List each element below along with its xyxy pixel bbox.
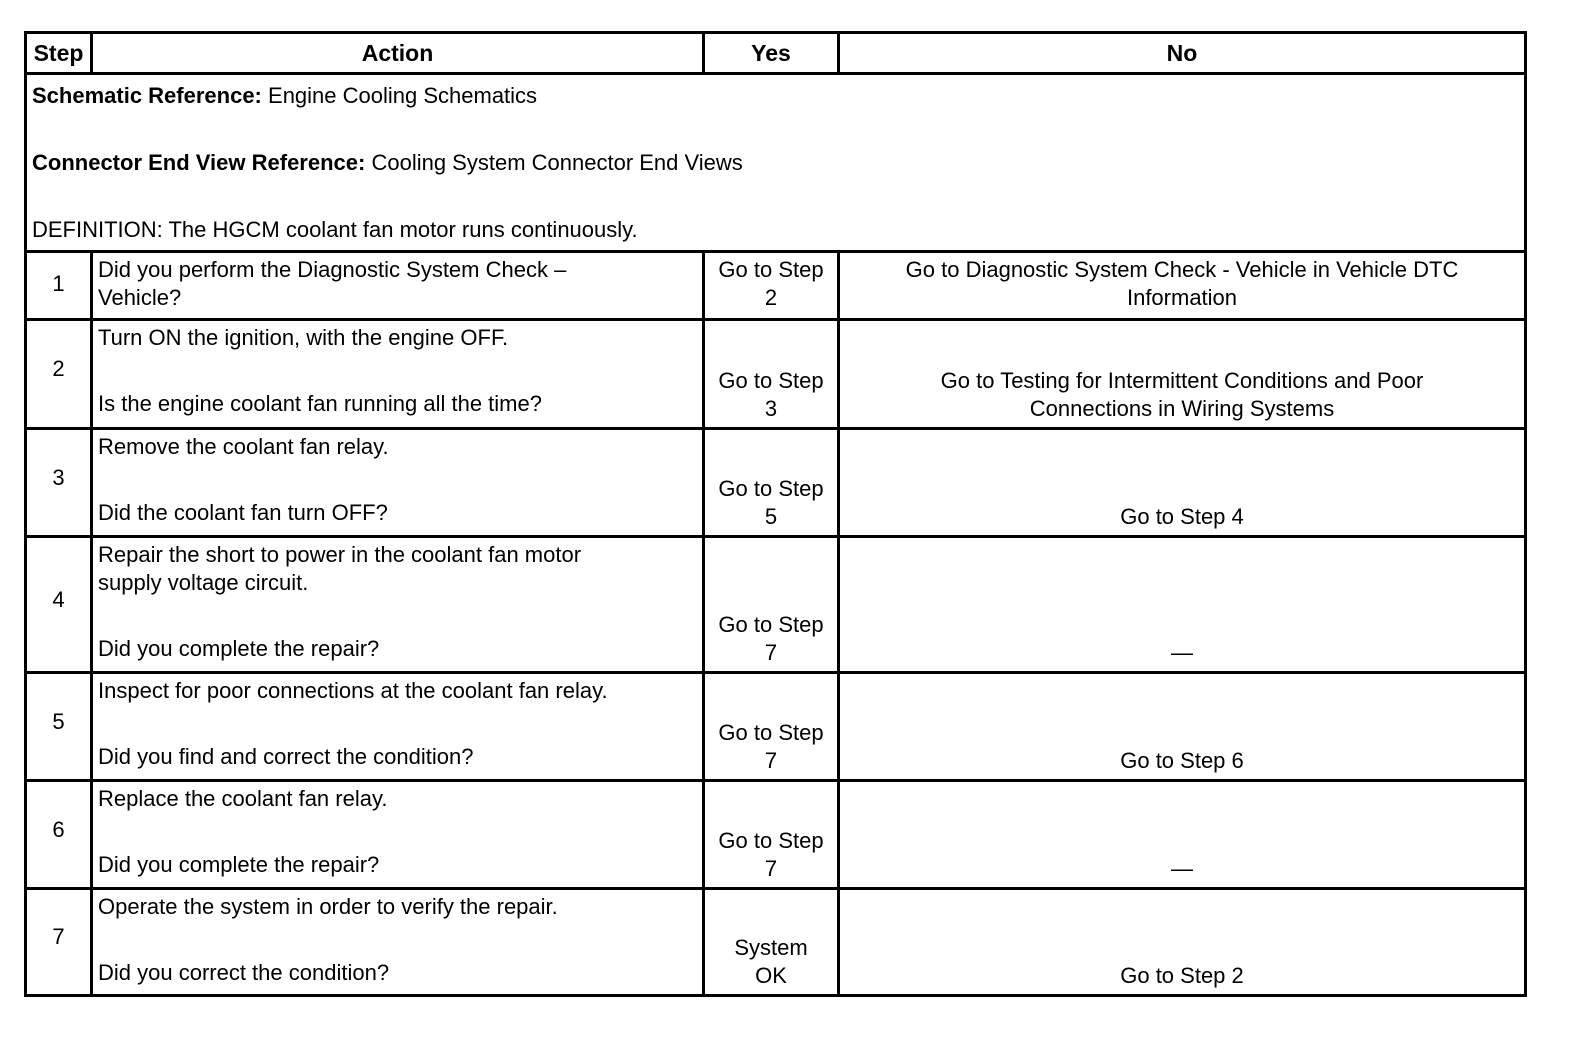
no-cell[interactable] [839, 252, 1526, 320]
yes-text: Go to Step [718, 720, 824, 745]
table-row [26, 673, 1526, 781]
reference-cell [26, 74, 1526, 252]
header-yes: Yes [704, 33, 839, 74]
definition-text: DEFINITION: The HGCM coolant fan motor runs continuously. [32, 217, 638, 242]
action-text: Remove the coolant fan relay. [98, 434, 389, 459]
connector-reference [32, 146, 1520, 179]
no-cell[interactable] [839, 429, 1526, 537]
no-dash: — [1171, 640, 1193, 665]
action-cell [92, 673, 704, 781]
diagnostic-table [24, 31, 1527, 997]
action-cell [92, 252, 704, 320]
yes-text: System [734, 935, 808, 960]
step-number: 2 [26, 320, 92, 429]
schematic-reference [32, 79, 1520, 112]
no-text: Go to Step 4 [1120, 504, 1244, 529]
no-text-2: Connections in Wiring Systems [1029, 396, 1335, 421]
no-cell [839, 781, 1526, 889]
yes-step: 3 [764, 396, 778, 421]
step-number: 5 [26, 673, 92, 781]
yes-step: 2 [764, 285, 778, 310]
header-no: No [839, 33, 1526, 74]
no-text: Go to Step 6 [1120, 748, 1244, 773]
header-step: Step [26, 33, 92, 74]
yes-text: Go to Step [718, 368, 824, 393]
yes-text: Go to Step [718, 257, 824, 282]
step-number: 7 [26, 889, 92, 996]
action-cell [92, 889, 704, 996]
no-text: Go to Testing for Intermittent Conditions and Poor [940, 368, 1424, 393]
yes-text: Go to Step [718, 828, 824, 853]
table-row [26, 320, 1526, 429]
no-cell [839, 537, 1526, 673]
header-row [26, 33, 1526, 74]
action-text: Did you perform the Diagnostic System Check – [98, 257, 567, 282]
yes-cell[interactable] [704, 429, 839, 537]
connector-reference-label: Connector End View Reference: [32, 150, 366, 175]
action-text: Inspect for poor connections at the coolant fan relay. [98, 678, 608, 703]
yes-cell[interactable] [704, 673, 839, 781]
action-cell [92, 429, 704, 537]
yes-result: OK [755, 963, 787, 988]
yes-text: Go to Step [718, 612, 824, 637]
action-question: Did you correct the condition? [98, 960, 390, 985]
yes-text: Go to Step [718, 476, 824, 501]
header-action: Action [92, 33, 704, 74]
yes-cell[interactable] [704, 252, 839, 320]
no-text-2: Information [1126, 285, 1238, 310]
no-text: Go to Step 2 [1120, 963, 1244, 988]
no-dash: — [1171, 856, 1193, 881]
step-number: 3 [26, 429, 92, 537]
yes-step: 5 [764, 504, 778, 529]
action-text: Turn ON the ignition, with the engine OFF. [98, 325, 509, 350]
action-text: Operate the system in order to verify the repair. [98, 894, 558, 919]
yes-step: 7 [764, 856, 778, 881]
no-cell[interactable] [839, 320, 1526, 429]
schematic-reference-label: Schematic Reference: [32, 83, 262, 108]
yes-cell [704, 889, 839, 996]
step-number: 4 [26, 537, 92, 673]
yes-cell[interactable] [704, 320, 839, 429]
action-question: Did the coolant fan turn OFF? [98, 500, 388, 525]
table-row [26, 781, 1526, 889]
step-number: 1 [26, 252, 92, 320]
action-text: Repair the short to power in the coolant fan motor [98, 542, 582, 567]
no-cell[interactable] [839, 673, 1526, 781]
no-cell[interactable] [839, 889, 1526, 996]
table-row [26, 252, 1526, 320]
connector-reference-link[interactable]: Cooling System Connector End Views [371, 150, 743, 175]
action-cell [92, 537, 704, 673]
table-row [26, 537, 1526, 673]
reference-row [26, 74, 1526, 252]
table-row [26, 429, 1526, 537]
yes-step: 7 [764, 640, 778, 665]
step-number: 6 [26, 781, 92, 889]
action-question: Did you find and correct the condition? [98, 744, 474, 769]
yes-cell[interactable] [704, 781, 839, 889]
action-text-2: supply voltage circuit. [98, 570, 309, 595]
yes-step: 7 [764, 748, 778, 773]
action-question: Is the engine coolant fan running all the time? [98, 391, 542, 416]
action-question: Vehicle? [98, 285, 182, 310]
no-text: Go to Diagnostic System Check - Vehicle in Vehicle DTC [905, 257, 1459, 282]
action-question: Did you complete the repair? [98, 636, 380, 661]
yes-cell[interactable] [704, 537, 839, 673]
action-cell [92, 781, 704, 889]
table-row [26, 889, 1526, 996]
action-question: Did you complete the repair? [98, 852, 380, 877]
schematic-reference-link[interactable]: Engine Cooling Schematics [268, 83, 538, 108]
action-cell [92, 320, 704, 429]
action-text: Replace the coolant fan relay. [98, 786, 388, 811]
